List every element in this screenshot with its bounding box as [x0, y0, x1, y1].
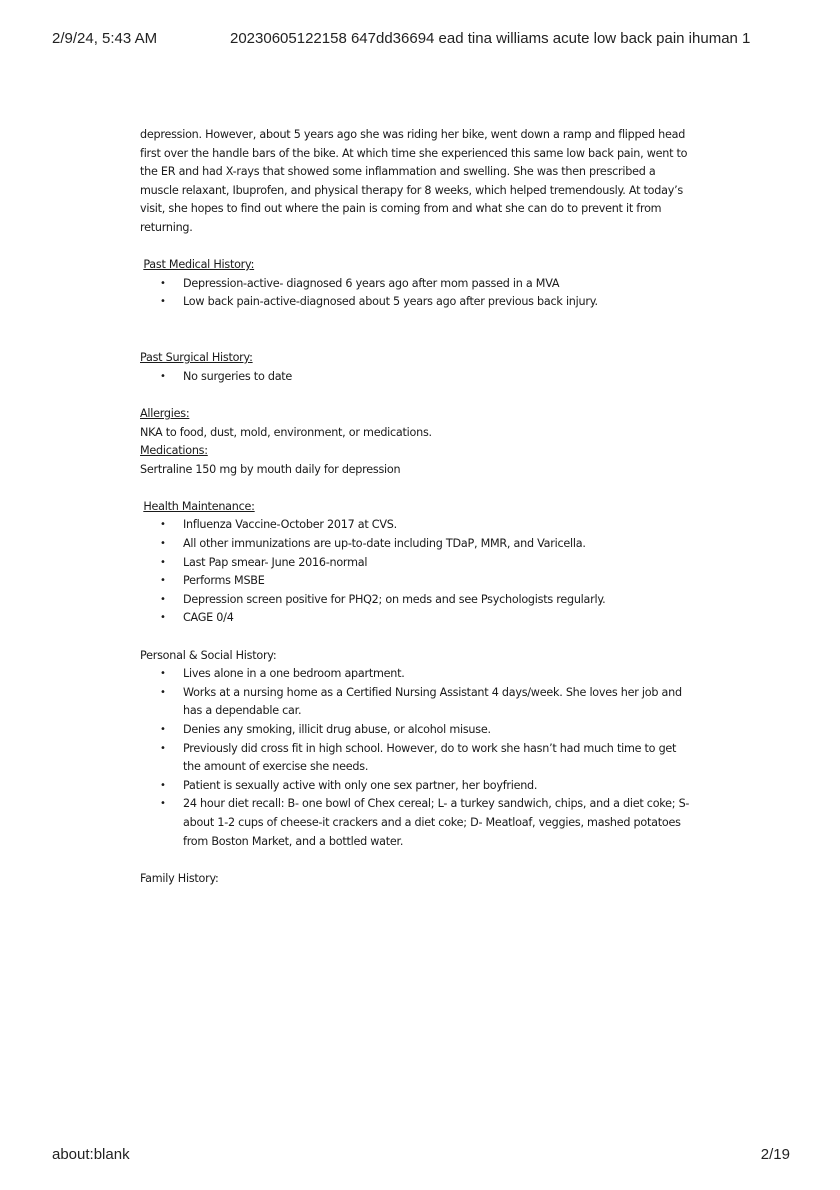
- health-maintenance-list: [140, 516, 692, 628]
- page-number: 2/19: [760, 1146, 790, 1163]
- past-surgical-list: [140, 368, 692, 387]
- spacer: [140, 238, 692, 257]
- spacer: [140, 479, 692, 498]
- page-url: about:blank: [52, 1146, 130, 1163]
- list-item: • Influenza Vaccine-October 2017 at CVS.: [140, 516, 692, 535]
- family-history-heading: Family History:: [140, 871, 219, 885]
- spacer: [140, 312, 692, 331]
- list-item: • CAGE 0/4: [140, 609, 692, 628]
- list-item: • Low back pain-active-diagnosed about 5 years ago after previous back injury.: [140, 293, 692, 312]
- document-title: 20230605122158 647dd36694 ead tina williams acute low back pain ihuman 1: [230, 30, 751, 47]
- spacer: [140, 331, 692, 350]
- list-item: • Last Pap smear- June 2016-normal: [140, 554, 692, 573]
- list-item: • All other immunizations are up-to-date including TDaP, MMR, and Varicella.: [140, 535, 692, 554]
- list-item: • Depression-active- diagnosed 6 years ago after mom passed in a MVA: [140, 275, 692, 294]
- medications-text: Sertraline 150 mg by mouth daily for depression: [140, 462, 401, 476]
- medications-heading: Medications:: [140, 444, 208, 458]
- past-medical-heading: Past Medical History:: [143, 258, 255, 272]
- past-surgical-heading: Past Surgical History:: [140, 351, 253, 365]
- list-item: • No surgeries to date: [140, 368, 692, 387]
- allergies-heading: Allergies:: [140, 406, 190, 420]
- spacer: [140, 628, 692, 647]
- intro-paragraph: depression. However, about 5 years ago she was riding her bike, went down a ramp and flipped head first over the handle bars of the bike. At which time she experienced this same low back pain, went to the ER and had X-rays that showed some inflammation and swelling. She was then prescribed a muscle relaxant, Ibuprofen, and physical therapy for 8 weeks, which helped tremendously. At today’s visit, she hopes to find out where the pain is coming from and what she can do to prevent it from returning.: [140, 128, 688, 234]
- list-item: • Lives alone in a one bedroom apartment.: [140, 665, 692, 684]
- personal-social-heading: Personal & Social History:: [140, 648, 277, 662]
- spacer: [140, 386, 692, 405]
- personal-social-list: [140, 665, 692, 851]
- spacer: [140, 851, 692, 870]
- allergies-text: NKA to food, dust, mold, environment, or medications.: [140, 425, 432, 439]
- print-datetime: 2/9/24, 5:43 AM: [52, 30, 158, 47]
- health-maintenance-heading: Health Maintenance:: [143, 499, 255, 513]
- list-item: • Previously did cross fit in high school. However, do to work she hasn’t had much time to get the amount of exercise she needs.: [140, 740, 692, 777]
- document-body: [140, 126, 692, 888]
- list-item: • Denies any smoking, illicit drug abuse, or alcohol misuse.: [140, 721, 692, 740]
- list-item: • Depression screen positive for PHQ2; on meds and see Psychologists regularly.: [140, 591, 692, 610]
- list-item: • Works at a nursing home as a Certified Nursing Assistant 4 days/week. She loves her job and has a dependable car.: [140, 684, 692, 721]
- list-item: • Patient is sexually active with only one sex partner, her boyfriend.: [140, 777, 692, 796]
- list-item: • 24 hour diet recall: B- one bowl of Chex cereal; L- a turkey sandwich, chips, and a diet coke; S-about 1-2 cups of cheese-it crackers and a diet coke; D- Meatloaf, veggies, mashed potatoes from Boston Market, and a bottled water.: [140, 795, 692, 851]
- past-medical-list: [140, 275, 692, 312]
- list-item: • Performs MSBE: [140, 572, 692, 591]
